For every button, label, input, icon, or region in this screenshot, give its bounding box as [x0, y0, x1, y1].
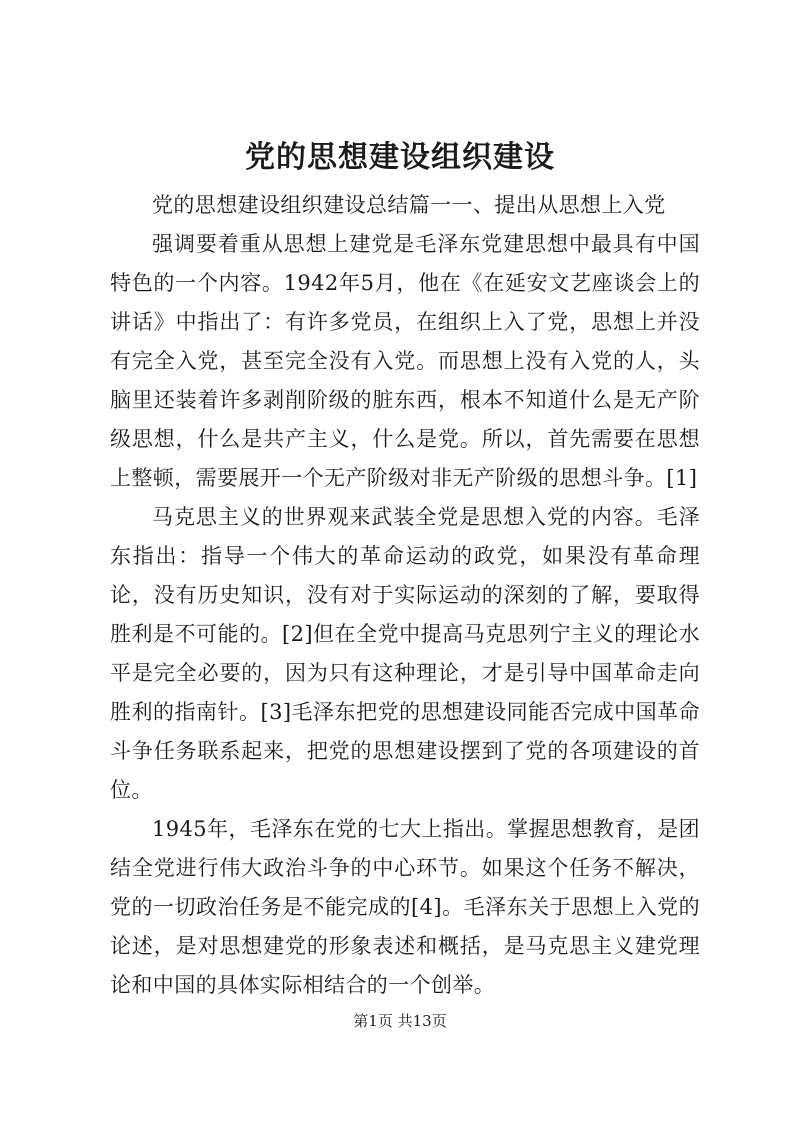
page-number-footer: 第1页 共13页 [353, 1012, 447, 1030]
document-body [110, 186, 700, 1005]
paragraph-3: 马克思主义的世界观来武装全党是思想入党的内容。毛泽东指出：指导一个伟大的革命运动的政党，如果没有革命理论，没有历史知识，没有对于实际运动的深刻的了解，要取得胜利是不可能的。[2]但在全党中提高马克思列宁主义的理论水平是完全必要的，因为只有这种理论，才是引导中国革命走向胜利的指南针。[3]毛泽东把党的思想建设同能否完成中国革命斗争任务联系起来，把党的思想建设摆到了党的各项建设的首位。 [110, 505, 700, 802]
paragraph-2: 强调要着重从思想上建党是毛泽东党建思想中最具有中国特色的一个内容。1942年5月，他在《在延安文艺座谈会上的讲话》中指出了：有许多党员，在组织上入了党，思想上并没有完全入党，甚至完全没有入党。而思想上没有入党的人，头脑里还装着许多剥削阶级的脏东西，根本不知道什么是无产阶级思想，什么是共产主义，什么是党。所以，首先需要在思想上整顿，需要展开一个无产阶级对非无产阶级的思想斗争。[1] [110, 232, 700, 490]
paragraph-1: 党的思想建设组织建设总结篇一一、提出从思想上入党 [152, 193, 666, 217]
paragraph-4: 1945年，毛泽东在党的七大上指出。掌握思想教育，是团结全党进行伟大政治斗争的中心环节。如果这个任务不解决，党的一切政治任务是不能完成的[4]。毛泽东关于思想上入党的论述，是对思想建党的形象表述和概括，是马克思主义建党理论和中国的具体实际相结合的一个创举。 [110, 817, 700, 997]
document-title: 党的思想建设组织建设 [245, 140, 555, 175]
